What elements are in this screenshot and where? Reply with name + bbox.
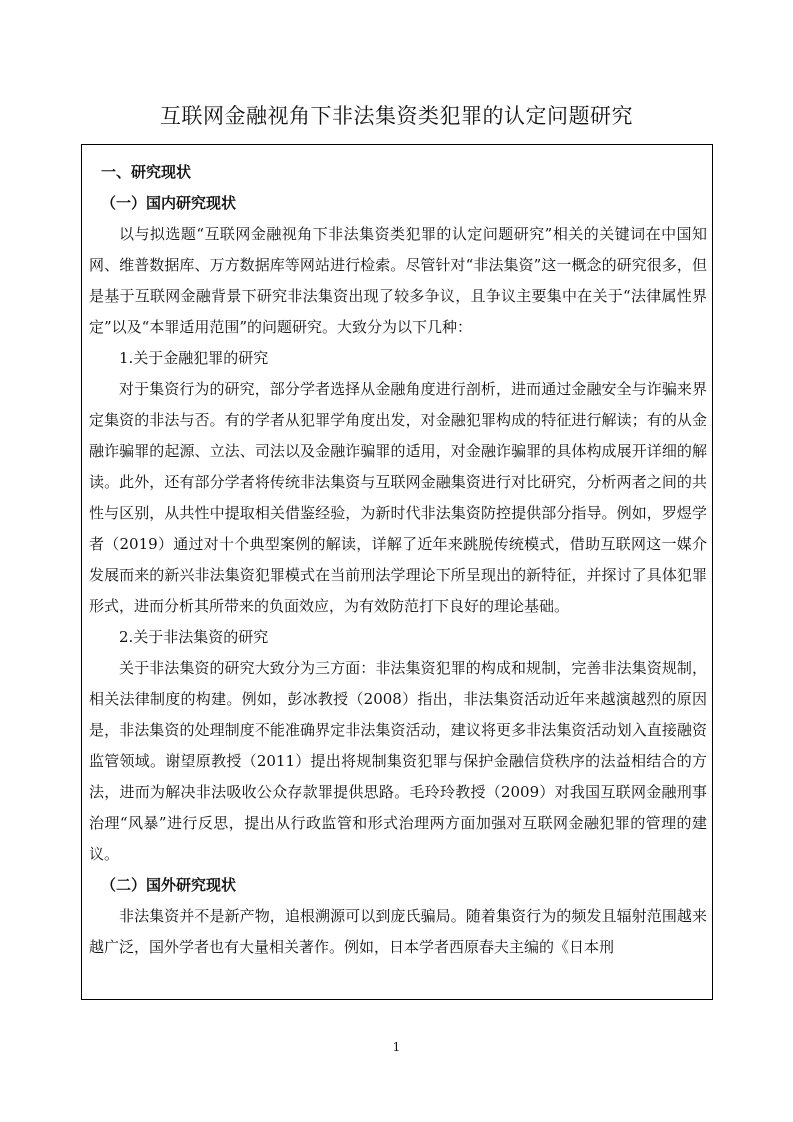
section-heading-research-status: 一、研究现状 [101,163,192,181]
subheading-financial-crime: 1.关于金融犯罪的研究 [119,349,269,367]
page-number: 1 [392,1040,401,1054]
paragraph-financial-crime: 对于集资行为的研究，部分学者选择从金融角度进行剖析，进而通过金融安全与诈骗来界定集资的非法与否。有的学者从犯罪学角度出发，对金融犯罪构成的特征进行解读；有的从金融诈骗罪的起源、立法、司法以及金融诈骗罪的适用，对金融诈骗罪的具体构成展开详细的解读。此外，还有部分学者将传统非法集资与互联网金融集资进行对比研究，分析两者之间的共性与区别，从共性中提取相关借鉴经验，为新时代非法集资防控提供部分指导。例如，罗煜学者（2019）通过对十个典型案例的解读，详解了近年来跳脱传统模式，借助互联网这一媒介发展而来的新兴非法集资犯罪模式在当前刑法学理论下所呈现出的新特征，并探讨了具体犯罪形式，进而分析其所带来的负面效应，为有效防范打下良好的理论基础。 [89,380,707,615]
paragraph-illegal-fundraising: 关于非法集资的研究大致分为三方面：非法集资犯罪的构成和规制，完善非法集资规制，相关法律制度的构建。例如，彭冰教授（2008）指出，非法集资活动近年来越演越烈的原因是，非法集资的处理制度不能准确界定非法集资活动，建议将更多非法集资活动划入直接融资监管领域。谢望原教授（2011）提出将规制集资犯罪与保护金融信贷秩序的法益相结合的方法，进而为解决非法吸收公众存款罪提供思路。毛玲玲教授（2009）对我国互联网金融刑事治理“风暴”进行反思，提出从行政监管和形式治理两方面加强对互联网金融犯罪的管理的建议。 [89,659,707,863]
paragraph-domestic-intro: 以与拟选题“互联网金融视角下非法集资类犯罪的认定问题研究”相关的关键词在中国知网、维普数据库、万方数据库等网站进行检索。尽管针对“非法集资”这一概念的研究很多，但是基于互联网金融背景下研究非法集资出现了较多争议，且争议主要集中在关于“法律属性界定”以及“本罪适用范围”的问题研究。大致分为以下几种： [89,225,707,336]
paragraph-foreign: 非法集资并不是新产物，追根溯源可以到庞氏骗局。随着集资行为的频发且辐射范围越来越广泛，国外学者也有大量相关著作。例如，日本学者西原春夫主编的《日本刑 [89,907,707,956]
document-title: 互联网金融视角下非法集资类犯罪的认定问题研究 [160,104,633,128]
section-heading-domestic: （一）国内研究现状 [101,194,237,212]
document-body [89,157,707,963]
subheading-illegal-fundraising: 2.关于非法集资的研究 [119,628,269,646]
section-heading-foreign: （二）国外研究现状 [101,876,237,894]
